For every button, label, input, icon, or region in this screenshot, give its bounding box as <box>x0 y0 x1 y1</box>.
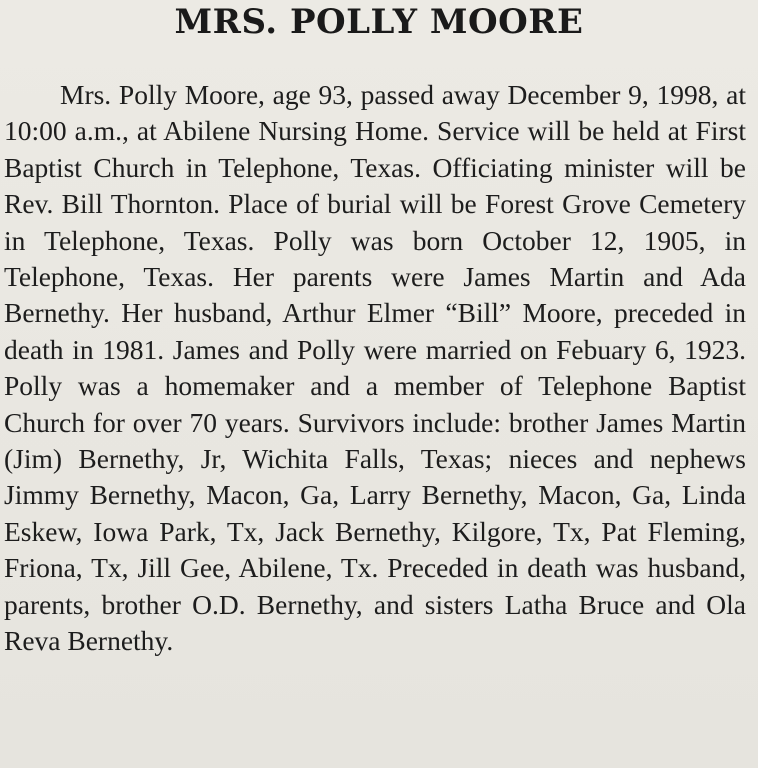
obituary-headline: MRS. POLLY MOORE <box>174 2 584 42</box>
obituary-body: Mrs. Polly Moore, age 93, passed away December 9, 1998, at 10:00 a.m., at Abilene Nursing Home. Service will be held at First Baptist Church in Telephone, Texas. Officiating minister will be Rev. Bill Thornton. Place of burial will be Forest Grove Cemetery in Telephone, Texas. Polly was born October 12, 1905, in Telephone, Texas. Her parents were James Martin and Ada Bernethy. Her husband, Arthur Elmer “Bill” Moore, preceded in death in 1981. James and Polly were married on Febuary 6, 1923. Polly was a homemaker and a member of Telephone Baptist Church for over 70 years. Survivors include: brother James Martin (Jim) Bernethy, Jr, Wichita Falls, Texas; nieces and nephews Jimmy Bernethy, Macon, Ga, Larry Bernethy, Macon, Ga, Linda Eskew, Iowa Park, Tx, Jack Bernethy, Kilgore, Tx, Pat Fleming, Friona, Tx, Jill Gee, Abilene, Tx. Preceded in death was husband, parents, brother O.D. Bernethy, and sisters Latha Bruce and Ola Reva Bernethy. <box>4 79 746 657</box>
